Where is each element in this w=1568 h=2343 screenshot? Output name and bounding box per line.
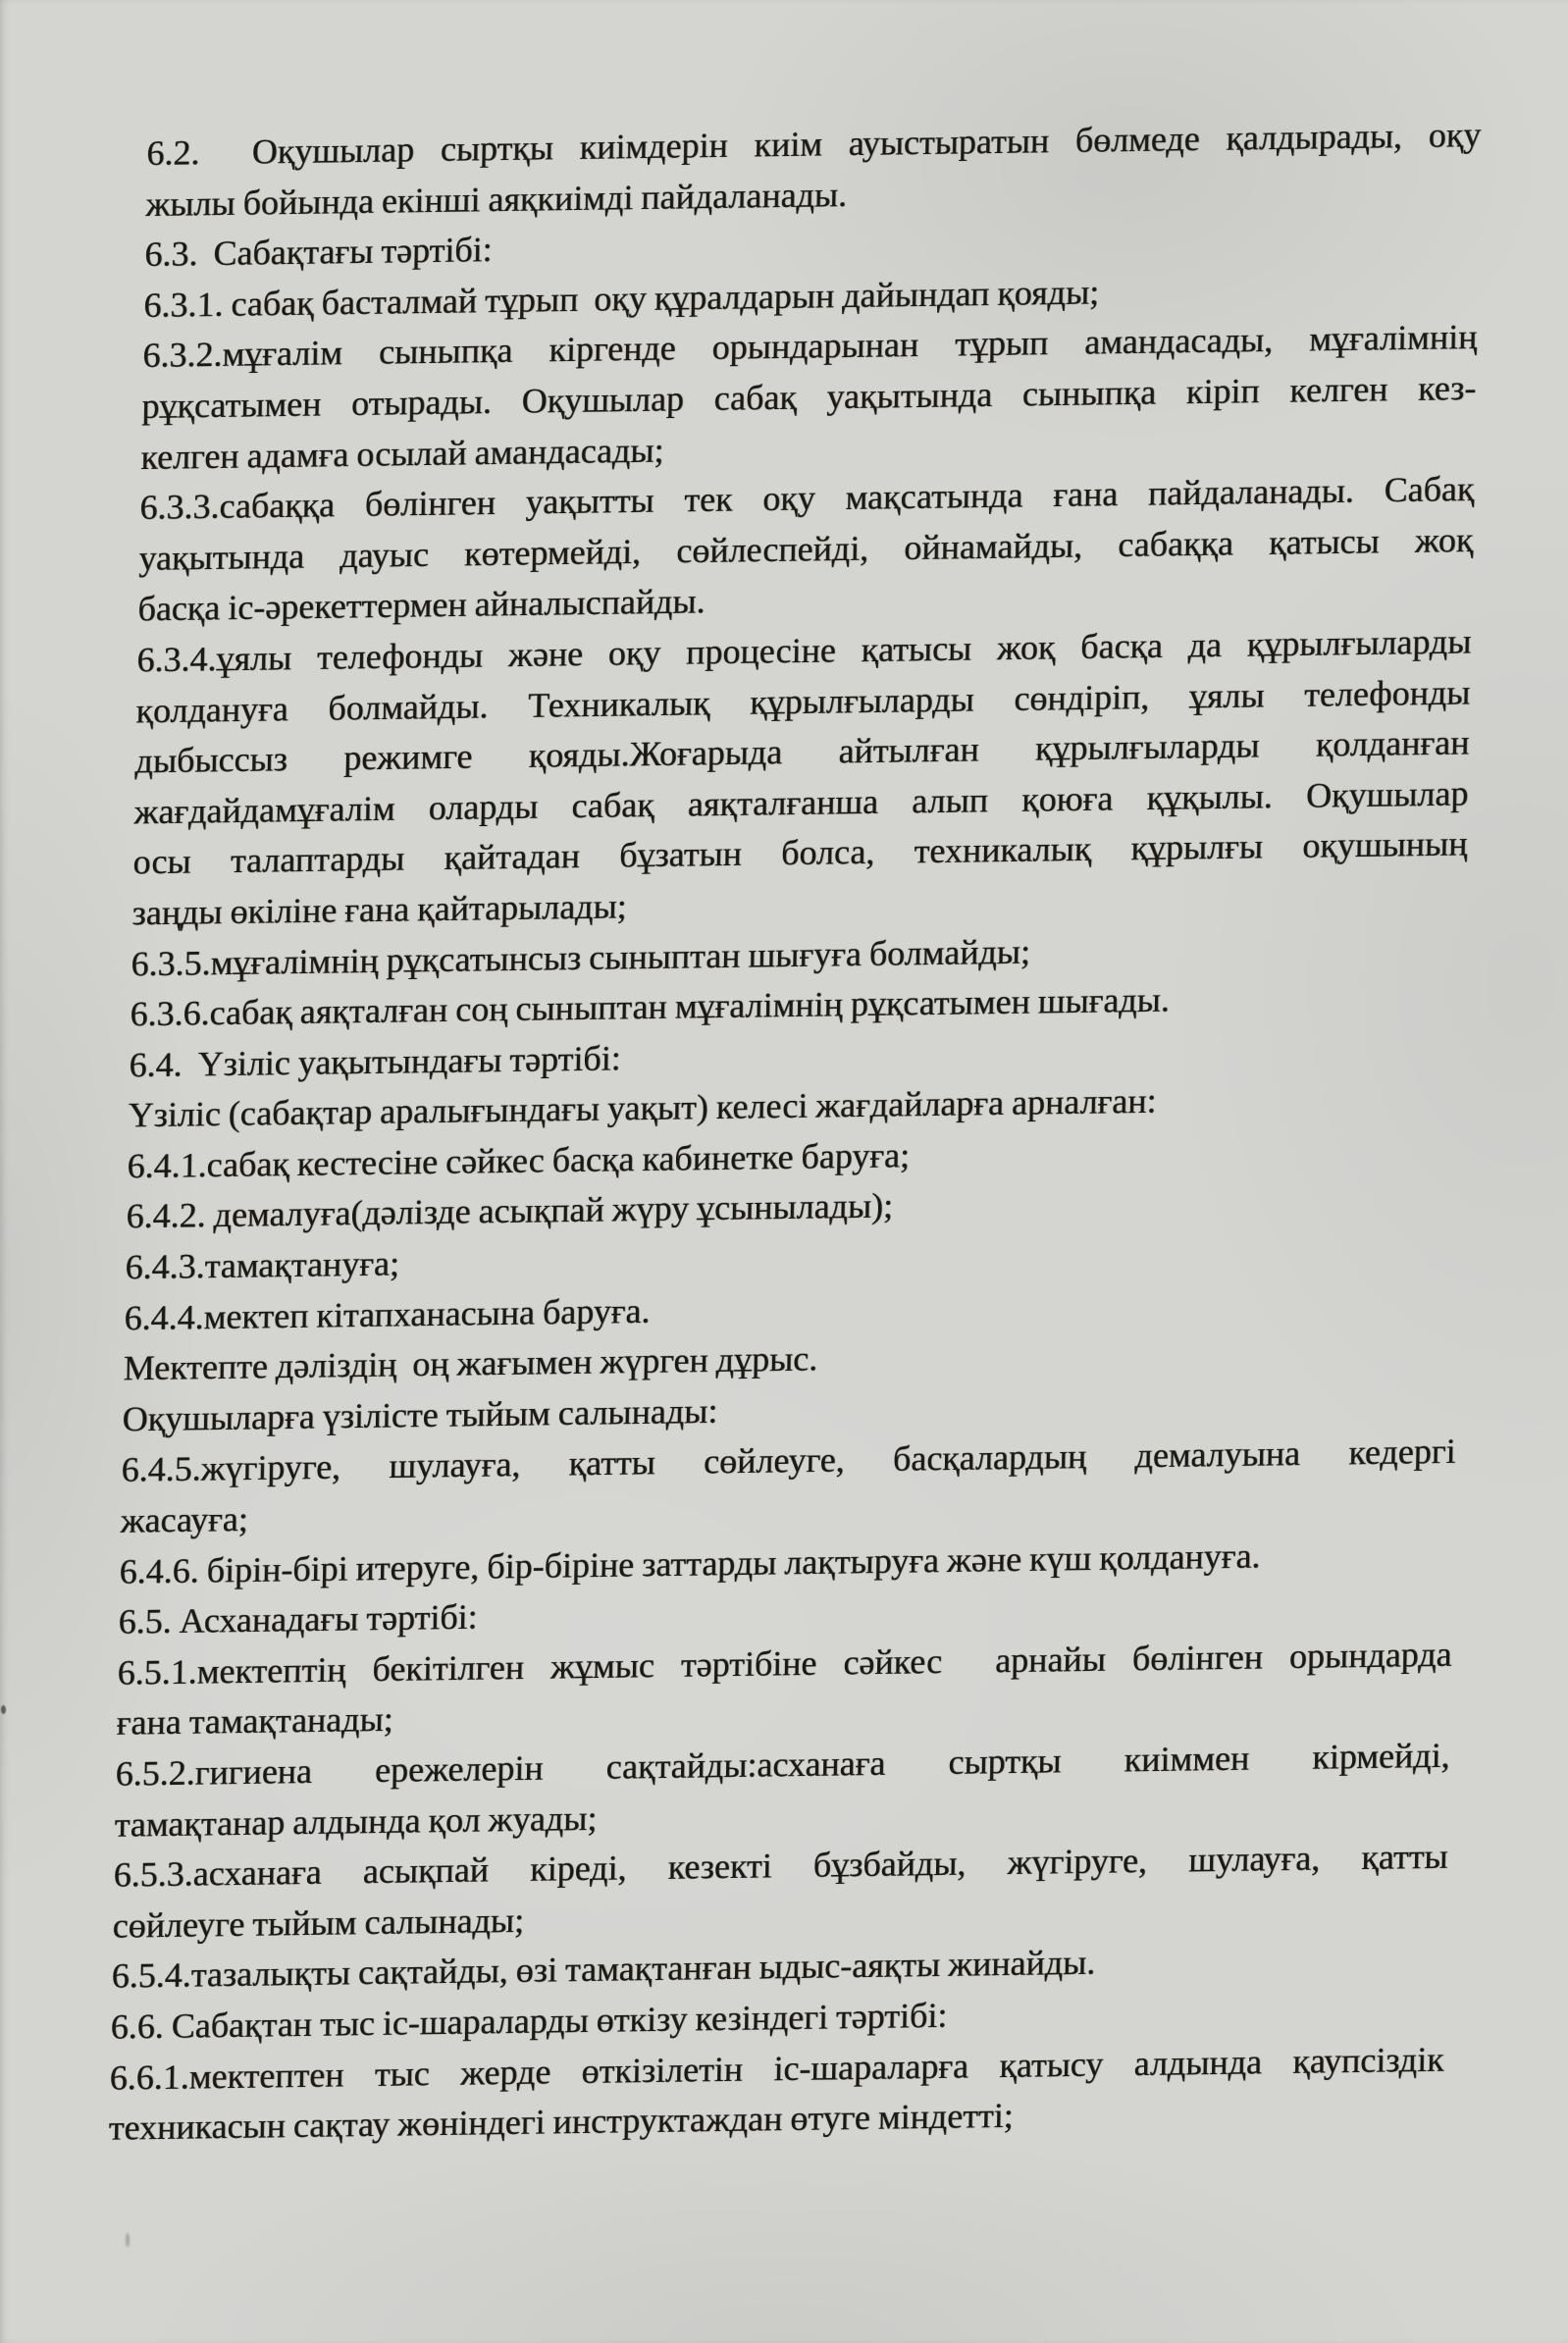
text-line: 6.4.6. бірін-бірі итеруге, бір-біріне заттарды лақтыруға және күш қолдануға. bbox=[119, 1536, 1261, 1591]
text-line: 6.3. Сабақтағы тәртібі: bbox=[144, 230, 493, 275]
text-line: сөйлеуге тыйым салынады; bbox=[112, 1900, 525, 1946]
text-line: 6.5.2.гигиена ережелерін сақтайды:асханаға сыртқы киіммен кірмейді, bbox=[115, 1735, 1450, 1794]
text-line: жасауға; bbox=[120, 1498, 249, 1540]
text-line: тамақтанар алдында қол жуады; bbox=[114, 1797, 598, 1845]
scan-speck bbox=[1, 1705, 6, 1714]
text-line: Оқушыларға үзілісте тыйым салынады: bbox=[122, 1390, 718, 1439]
text-line: 6.6.1.мектептен тыс жерде өткізілетін іс-шараларға қатысу алдында қаупсіздік bbox=[109, 2039, 1444, 2098]
text-line: 6.4.2. демалуға(дәлізде асықпай жүру ұсынылады); bbox=[126, 1186, 894, 1236]
text-line: жағдайдамұғалім оларды сабақ аяқталғанша алып қоюға құқылы. Оқушылар bbox=[133, 773, 1469, 832]
text-line: 6.4.5.жүгіруге, шулауға, қатты сөйлеуге, басқалардың демалуына кедергі bbox=[121, 1432, 1456, 1490]
text-line: басқа іс-әрекеттермен айналыспайды. bbox=[137, 581, 706, 629]
text-line: 6.4. Үзіліс уақытындағы тәртібі: bbox=[129, 1038, 621, 1085]
text-line: 6.5.4.тазалықты сақтайды, өзі тамақтанған ыдыс-аяқты жинайды. bbox=[111, 1943, 1096, 1997]
text-line: ғана тамақтанады; bbox=[116, 1699, 394, 1744]
text-line: 6.4.3.тамақтануға; bbox=[125, 1243, 400, 1287]
text-line: Үзіліс (сабақтар аралығындағы уақыт) келесі жағдайларға арналған: bbox=[128, 1081, 1157, 1135]
text-line: 6.3.2.мұғалім сыныпқа кіргенде орындарынан тұрып амандасады, мұғалімнің bbox=[142, 317, 1478, 376]
text-line: 6.6. Сабақтан тыс іс-шараларды өткізу кезіндегі тәртібі: bbox=[110, 1995, 948, 2047]
text-line: 6.5.1.мектептің бекітілген жұмыс тәртібіне сәйкес арнайы бөлінген орындарда bbox=[117, 1634, 1452, 1692]
text-line: 6.3.3.сабаққа бөлінген уақытты тек оқу мақсатында ғана пайдаланады. Сабақ bbox=[139, 469, 1475, 528]
text-line: 6.4.4.мектеп кітапханасына баруға. bbox=[124, 1290, 651, 1338]
text-line: келген адамға осылай амандасады; bbox=[140, 430, 664, 477]
text-line: уақытында дауыс көтермейді, сөйлеспейді, ойнамайды, сабаққа қатысы жоқ bbox=[138, 520, 1474, 579]
text-line: 6.3.1. сабақ басталмай тұрып оқу құралдарын дайындап қояды; bbox=[143, 272, 1100, 325]
text-line: 6.3.5.мұғалімнің рұқсатынсыз сыныптан шығуға болмайды; bbox=[131, 931, 1031, 983]
text-line: 6.2. Оқушылар сыртқы киімдерін киім ауыстыратын бөлмеде қалдырады, оқу bbox=[146, 115, 1482, 174]
text-line: жылы бойында екінші аяқкиімді пайдаланады. bbox=[145, 174, 848, 224]
text-line: 6.4.1.сабақ кестесіне сәйкес басқа кабинетке баруға; bbox=[127, 1135, 911, 1186]
text-line: техникасын сақтау жөніндегі инструктаждан өтуге міндетті; bbox=[108, 2096, 1015, 2149]
text-line: рұқсатымен отырады. Оқушылар сабақ уақытында сыныпқа кіріп келген кез- bbox=[141, 368, 1477, 427]
text-line: 6.5.3.асханаға асықпай кіреді, кезекті бұзбайды, жүгіруге, шулауға, қатты bbox=[113, 1836, 1448, 1895]
text-line: 6.3.6.сабақ аяқталған соң сыныптан мұғалімнің рұқсатымен шығады. bbox=[130, 979, 1171, 1034]
scan-speck bbox=[126, 2233, 130, 2247]
text-line: заңды өкіліне ғана қайтарылады; bbox=[131, 886, 628, 933]
text-block bbox=[108, 110, 1482, 2154]
text-line: 6.3.4.ұялы телефонды және оқу процесіне қатысы жоқ басқа да құрылғыларды bbox=[136, 621, 1472, 680]
text-line: дыбыссыз режимге қояды.Жоғарыда айтылған құрылғыларды қолданған bbox=[134, 722, 1470, 781]
text-line: осы талаптарды қайтадан бұзатын болса, техникалық құрылғы оқушының bbox=[132, 823, 1468, 882]
text-line: Мектепте дәліздің оң жағымен жүрген дұрыс. bbox=[123, 1338, 818, 1388]
text-line: 6.5. Асханадағы тәртібі: bbox=[118, 1596, 478, 1641]
text-line: қолдануға болмайды. Техникалық құрылғыларды сөндіріп, ұялы телефонды bbox=[135, 671, 1471, 730]
